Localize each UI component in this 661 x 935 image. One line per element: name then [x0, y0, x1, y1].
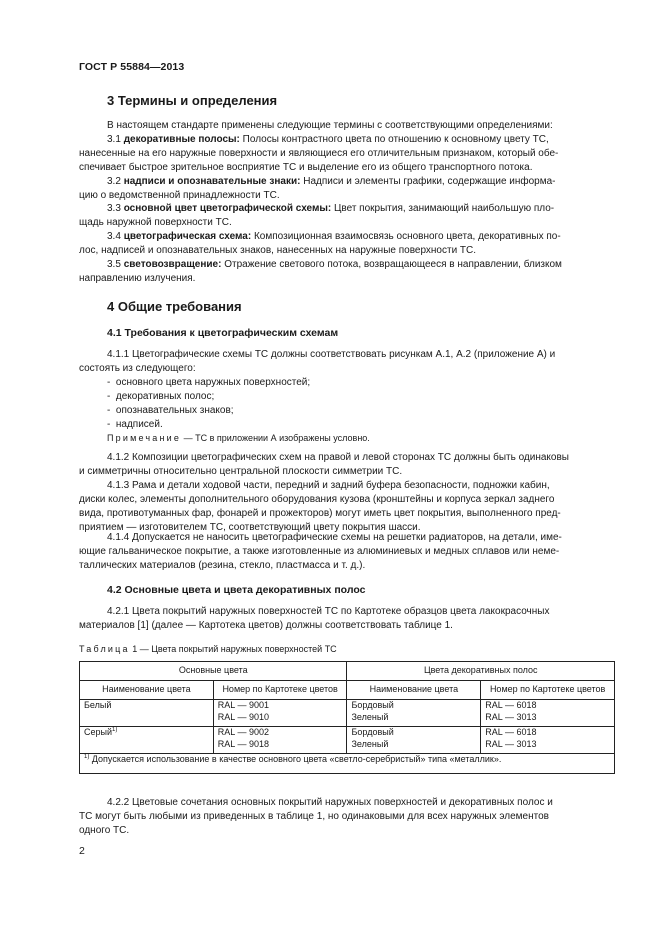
table-row: [80, 727, 615, 754]
term-3-1-line2: нанесенные на его наружные поверхности и являющиеся его отличительным признаком, который обе-: [79, 147, 559, 159]
paragraph-4-2-2: 4.2.2 Цветовые сочетания основных покрытий наружных поверхностей и декоративных полос и ТС могут быть любыми из приведенных в таблице 1, но одинаковыми для всех наружных элементов одного ТС.: [79, 797, 553, 836]
list-item: - основного цвета наружных поверхностей;: [107, 376, 311, 388]
section-4-2-title: 4.2 Основные цвета и цвета декоративных полос: [107, 584, 366, 596]
section-3-body: [79, 119, 615, 286]
paragraph-4-1-1: 4.1.1 Цветографические схемы ТС должны соответствовать рисункам А.1, А.2 (приложение А) и состоять из следующего: - основного цвета наружных поверхностей; - декоративных полос; - опознавательных знаков; - надписей.: [79, 348, 615, 431]
table-header-row: [80, 681, 615, 700]
term-3-4: 3.4 цветографическая схема: Композиционная взаимосвязь основного цвета, декоративных по-: [107, 231, 561, 243]
table-group-header: Основные цвета: [80, 662, 347, 681]
term-3-3: 3.3 основной цвет цветографической схемы: Цвет покрытия, занимающий наибольшую пло-: [107, 203, 555, 215]
paragraph-4-1-3: 4.1.3 Рама и детали ходовой части, передний и задний буфера безопасности, подножки кабин, диски колес, элементы дополнительного оборудования кузова (кронштейны и корпуса зеркал заднего вида, противотуманных фар, фонарей и прожекторов) могут иметь цвет покрытия, выполненного пред- приятием — изготовителем ТС, соответствующий цвету покрытия шасси.: [79, 480, 561, 533]
term-3-1-line3: спечивает быстрое зрительное восприятие ТС и выделение его из общего транспортного потока.: [79, 161, 533, 173]
table-cell: RAL — 6018 RAL — 3013: [481, 727, 615, 754]
table-footnote-row: [80, 754, 615, 774]
term-3-2-line2: цию о ведомственной принадлежности ТС.: [79, 189, 280, 201]
section-4-title: 4 Общие требования: [107, 299, 242, 314]
table-cell: RAL — 9002 RAL — 9018: [213, 727, 347, 754]
table-cell: Бордовый Зеленый: [347, 700, 481, 727]
column-header: Наименование цвета: [80, 681, 214, 700]
term-3-4-line2: лос, надписей и опознавательных знаков, нанесенных на наружные поверхности ТС.: [79, 245, 477, 257]
list-item: - надписей.: [107, 418, 163, 430]
table-header-row: [80, 662, 615, 681]
list-item: - опознавательных знаков;: [107, 404, 234, 416]
table-group-header: Цвета декоративных полос: [347, 662, 615, 681]
page-number: 2: [79, 845, 85, 857]
section-3-intro: В настоящем стандарте применены следующие термины с соответствующими определениями:: [107, 120, 553, 131]
column-header: Номер по Картотеке цветов: [481, 681, 615, 700]
term-3-5-line2: направлению излучения.: [79, 272, 196, 284]
table-footnote: $^{1)}$ Допускается использование в качестве основного цвета «светло-серебристый» типа «металлик».: [80, 754, 615, 774]
section-4-1-title: 4.1 Требования к цветографическим схемам: [107, 327, 339, 339]
table-cell: RAL — 6018 RAL — 3013: [481, 700, 615, 727]
document-header: ГОСТ Р 55884—2013: [79, 61, 185, 73]
term-3-3-line2: щадь наружной поверхности ТС.: [79, 217, 232, 229]
colors-table: [79, 661, 615, 774]
paragraph-4-2-1: 4.2.1 Цвета покрытий наружных поверхностей ТС по Картотеке образцов цвета лакокрасочных материалов [1] (далее — Картотека цветов) должны соответствовать таблице 1.: [79, 606, 550, 631]
paragraph-4-1-2: 4.1.2 Композиции цветографических схем на правой и левой сторонах ТС должны быть одинаковы и симметричны относительно центральной плоскости симметрии ТС.: [79, 452, 569, 477]
table-cell: Белый: [80, 700, 214, 727]
column-header: Номер по Картотеке цветов: [213, 681, 347, 700]
table-cell: Серый$^{1)}$: [80, 727, 214, 754]
list-item: - декоративных полос;: [107, 390, 215, 402]
note: Примечание — ТС в приложении А изображены условно.: [107, 433, 370, 443]
section-3-title: 3 Термины и определения: [107, 93, 278, 108]
term-3-2: 3.2 надписи и опознавательные знаки: Надписи и элементы графики, содержащие информа-: [107, 175, 556, 187]
table-cell: Бордовый Зеленый: [347, 727, 481, 754]
table-caption: Таблица 1 — Цвета покрытий наружных поверхностей ТС: [79, 644, 337, 654]
paragraph-4-1-4: 4.1.4 Допускается не наносить цветографические схемы на решетки радиаторов, на детали, име- ющие гальваническое покрытие, а также изготовленные из алюминиевых и медных сплавов или неме- таллических материалов (резина, стекло, пластмасса и т. д.).: [79, 532, 562, 571]
term-3-5: 3.5 световозвращение: Отражение светового потока, возвращающееся в направлении, близком: [107, 259, 562, 271]
term-3-1: 3.1 декоративные полосы: Полосы контрастного цвета по отношению к основному цвету ТС,: [107, 133, 549, 145]
column-header: Наименование цвета: [347, 681, 481, 700]
table-row: [80, 700, 615, 727]
table-cell: RAL — 9001 RAL — 9010: [213, 700, 347, 727]
